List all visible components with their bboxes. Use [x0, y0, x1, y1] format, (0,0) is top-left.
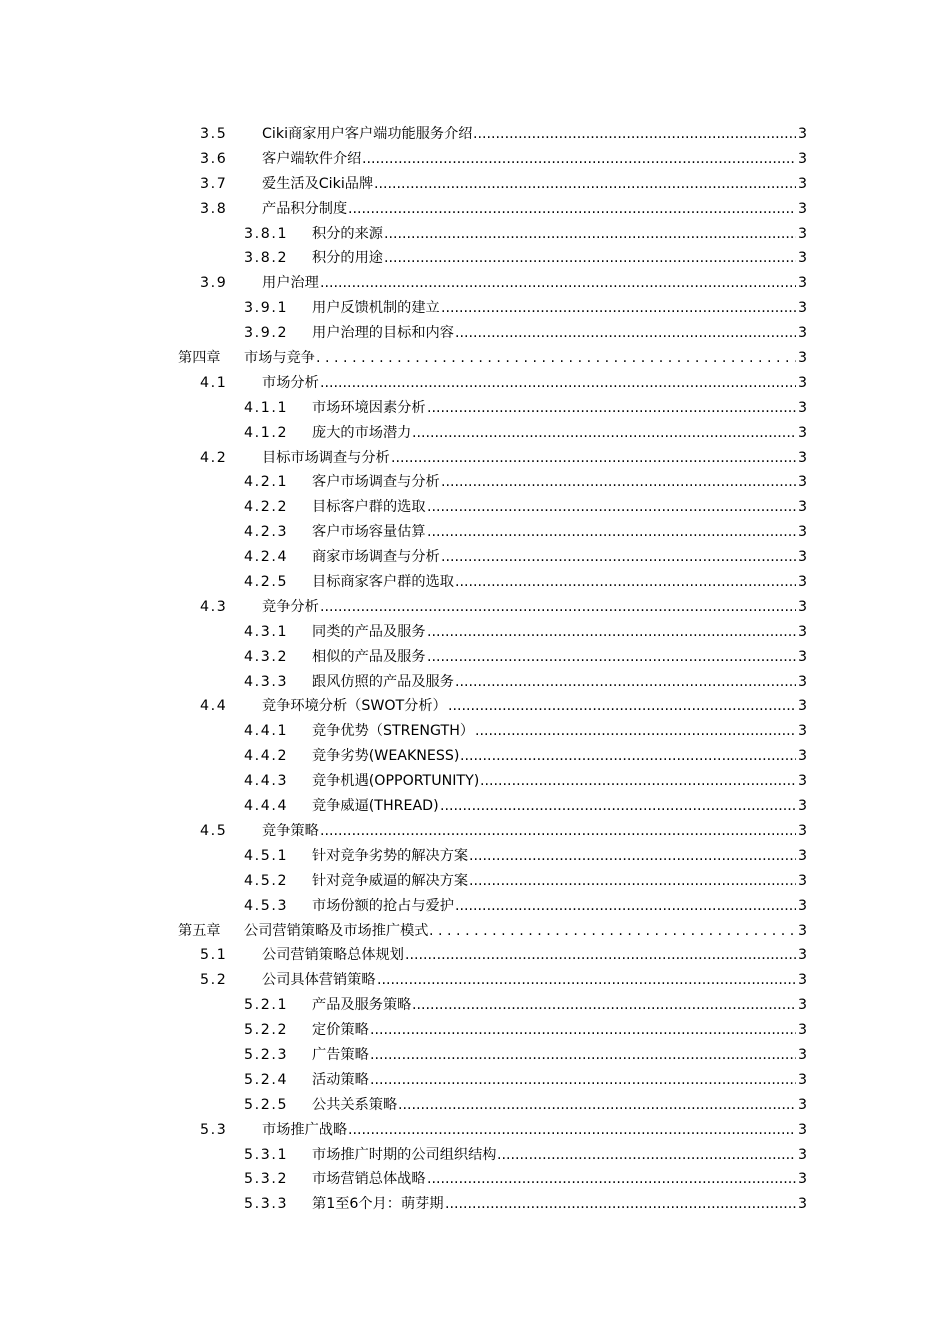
- toc-entry-title: 客户市场容量估算: [312, 524, 426, 541]
- toc-entry-number: 3.9.2: [244, 325, 289, 342]
- toc-entry-title: 相似的产品及服务: [312, 648, 426, 665]
- toc-entry-title: 用户反馈机制的建立: [312, 300, 440, 317]
- toc-entry-title: 活动策略: [312, 1071, 369, 1088]
- toc-entry-number: 4.1: [200, 374, 228, 391]
- toc-entry[interactable]: [0, 421, 950, 446]
- toc-dot-leader: [370, 1068, 796, 1093]
- toc-entry-number: 3.7: [200, 175, 228, 192]
- toc-page-number: 3: [797, 997, 807, 1014]
- toc-entry[interactable]: [0, 645, 950, 670]
- toc-dot-leader: [445, 1192, 796, 1217]
- toc-page-number: 3: [797, 1121, 807, 1138]
- toc-entry[interactable]: [0, 470, 950, 495]
- toc-entry-number: 4.5.2: [244, 872, 289, 889]
- toc-entry-number: 4.3.1: [244, 623, 289, 640]
- toc-entry-number: 4.4.4: [244, 798, 289, 815]
- toc-page-number: 3: [797, 399, 807, 416]
- toc-entry[interactable]: [0, 520, 950, 545]
- toc-entry-number: 3.6: [200, 150, 228, 167]
- toc-dot-leader: [427, 645, 796, 670]
- toc-entry-number: 4.4.3: [244, 773, 289, 790]
- toc-entry-title: 针对竞争威逼的解决方案: [312, 872, 469, 889]
- toc-page-number: 3: [797, 723, 807, 740]
- toc-entry-title: 定价策略: [312, 1022, 369, 1039]
- toc-dot-leader: [320, 271, 796, 296]
- toc-entry[interactable]: [0, 396, 950, 421]
- toc-page-number: 3: [797, 126, 807, 142]
- toc-dot-leader: [362, 147, 796, 172]
- toc-entry[interactable]: [0, 595, 950, 620]
- toc-entry-title: 公司具体营销策略: [262, 972, 376, 989]
- toc-page-number: 3: [797, 325, 807, 342]
- toc-dot-leader: [370, 1018, 796, 1043]
- toc-entry[interactable]: [0, 819, 950, 844]
- toc-dot-leader: [441, 545, 796, 570]
- toc-entry-number: 4.2.3: [244, 524, 289, 541]
- toc-entry-number: 4.4.2: [244, 748, 289, 765]
- toc-entry-number: 4.4: [200, 698, 228, 715]
- toc-entry[interactable]: [0, 1118, 950, 1143]
- toc-dot-leader: [374, 172, 796, 197]
- toc-dot-leader: [405, 943, 796, 968]
- toc-dot-leader: [455, 570, 796, 595]
- toc-entry[interactable]: [0, 570, 950, 595]
- toc-dot-leader: [348, 1118, 796, 1143]
- toc-entry[interactable]: [0, 271, 950, 296]
- toc-dot-leader: [320, 819, 796, 844]
- toc-entry-title: 用户治理: [262, 275, 319, 292]
- toc-dot-leader: [448, 694, 796, 719]
- toc-entry-title: 市场营销总体战略: [312, 1171, 426, 1188]
- toc-page-number: 3: [797, 922, 807, 939]
- toc-dot-leader: [320, 371, 796, 396]
- toc-dot-leader: [384, 246, 796, 271]
- toc-entry-number: 4.1.1: [244, 399, 289, 416]
- toc-dot-leader: [316, 346, 796, 371]
- toc-entry-title: 市场环境因素分析: [312, 399, 426, 416]
- toc-page-number: 3: [797, 673, 807, 690]
- toc-entry-number: 5.3: [200, 1121, 228, 1138]
- toc-entry-number: 第五章: [178, 922, 221, 939]
- toc-entry-number: 5.2.3: [244, 1046, 289, 1063]
- toc-entry-title: 客户端软件介绍: [262, 150, 362, 167]
- toc-page-number: 3: [797, 150, 807, 167]
- toc-entry-title: 跟风仿照的产品及服务: [312, 673, 454, 690]
- toc-entry-number: 3.9: [200, 275, 228, 292]
- toc-dot-leader: [391, 446, 796, 471]
- toc-entry-number: 4.4.1: [244, 723, 289, 740]
- toc-entry[interactable]: [0, 346, 950, 371]
- toc-dot-leader: [427, 396, 796, 421]
- toc-entry[interactable]: [0, 794, 950, 819]
- toc-entry-title: 公司营销策略及市场推广模式: [244, 922, 429, 939]
- toc-entry[interactable]: [0, 1018, 950, 1043]
- toc-page-number: 3: [797, 773, 807, 790]
- toc-entry-title: 产品及服务策略: [312, 997, 412, 1014]
- toc-entry[interactable]: [0, 246, 950, 271]
- toc-entry-title: Ciki商家用户客户端功能服务介绍: [262, 126, 473, 142]
- toc-entry-number: 5.1: [200, 947, 228, 964]
- toc-dot-leader: [473, 122, 796, 147]
- toc-dot-leader: [475, 719, 796, 744]
- toc-entry-title: 用户治理的目标和内容: [312, 325, 454, 342]
- toc-entry-title: 竞争分析: [262, 598, 319, 615]
- toc-entry[interactable]: [0, 371, 950, 396]
- toc-entry-number: 4.5: [200, 822, 228, 839]
- toc-entry-title: 竞争劣势(WEAKNESS): [312, 748, 460, 765]
- toc-entry-number: 3.8.2: [244, 250, 289, 267]
- toc-dot-leader: [384, 222, 796, 247]
- toc-entry[interactable]: [0, 122, 950, 147]
- toc-entry-number: 3.8: [200, 200, 228, 217]
- toc-entry[interactable]: [0, 1192, 950, 1217]
- toc-dot-leader: [427, 620, 796, 645]
- toc-page-number: 3: [797, 424, 807, 441]
- toc-page-number: 3: [797, 648, 807, 665]
- toc-page-number: 3: [797, 1046, 807, 1063]
- toc-page-number: 3: [797, 623, 807, 640]
- toc-entry[interactable]: [0, 968, 950, 993]
- toc-entry-title: 目标市场调查与分析: [262, 449, 390, 466]
- toc-entry-title: 竞争环境分析（SWOT分析）: [262, 698, 447, 715]
- toc-entry-number: 4.2: [200, 449, 228, 466]
- toc-page-number: 3: [797, 698, 807, 715]
- toc-dot-leader: [412, 421, 796, 446]
- toc-dot-leader: [497, 1143, 796, 1168]
- toc-dot-leader: [377, 968, 796, 993]
- toc-dot-leader: [441, 296, 796, 321]
- toc-entry-title: 竞争机遇(OPPORTUNITY): [312, 773, 480, 790]
- toc-page-number: 3: [797, 499, 807, 516]
- toc-page-number: 3: [797, 574, 807, 591]
- toc-dot-leader: [370, 1043, 796, 1068]
- toc-dot-leader: [320, 595, 796, 620]
- toc-entry-title: 商家市场调查与分析: [312, 549, 440, 566]
- toc-entry-title: 市场与竞争: [244, 350, 315, 367]
- toc-page-number: 3: [797, 1096, 807, 1113]
- toc-page-number: 3: [797, 374, 807, 391]
- toc-entry-title: 市场推广战略: [262, 1121, 348, 1138]
- toc-dot-leader: [427, 495, 796, 520]
- toc-entry-title: 市场份额的抢占与爱护: [312, 897, 454, 914]
- toc-entry-number: 4.3.3: [244, 673, 289, 690]
- toc-entry-number: 4.5.3: [244, 897, 289, 914]
- toc-entry-title: 同类的产品及服务: [312, 623, 426, 640]
- toc-entry-number: 5.3.2: [244, 1171, 289, 1188]
- toc-entry[interactable]: [0, 1043, 950, 1068]
- toc-entry[interactable]: [0, 296, 950, 321]
- toc-dot-leader: [348, 197, 796, 222]
- toc-entry-number: 4.5.1: [244, 847, 289, 864]
- toc-entry[interactable]: [0, 844, 950, 869]
- toc-dot-leader: [455, 670, 796, 695]
- toc-page-number: 3: [797, 1171, 807, 1188]
- toc-entry-title: 针对竞争劣势的解决方案: [312, 847, 469, 864]
- toc-entry[interactable]: [0, 172, 950, 197]
- toc-page-number: 3: [797, 897, 807, 914]
- toc-entry-number: 4.1.2: [244, 424, 289, 441]
- toc-page-number: 3: [797, 200, 807, 217]
- toc-entry-number: 5.2.4: [244, 1071, 289, 1088]
- toc-entry-number: 3.9.1: [244, 300, 289, 317]
- toc-entry-number: 4.2.1: [244, 474, 289, 491]
- toc-entry-number: 第四章: [178, 350, 221, 367]
- toc-page-number: 3: [797, 300, 807, 317]
- toc-page-number: 3: [797, 598, 807, 615]
- toc-page-number: 3: [797, 972, 807, 989]
- toc-dot-leader: [480, 769, 796, 794]
- toc-entry[interactable]: [0, 744, 950, 769]
- toc-entry[interactable]: [0, 446, 950, 471]
- toc-entry[interactable]: [0, 694, 950, 719]
- toc-entry[interactable]: [0, 620, 950, 645]
- toc-page-number: 3: [797, 748, 807, 765]
- toc-entry-title: 积分的来源: [312, 225, 383, 242]
- toc-entry-title: 竞争威逼(THREAD): [312, 798, 439, 815]
- toc-entry-number: 5.3.3: [244, 1196, 289, 1213]
- toc-entry-number: 4.3: [200, 598, 228, 615]
- toc-entry[interactable]: [0, 222, 950, 247]
- toc-page-number: 3: [797, 449, 807, 466]
- toc-page-number: 3: [797, 350, 807, 367]
- toc-dot-leader: [455, 894, 796, 919]
- toc-page-number: 3: [797, 175, 807, 192]
- toc-entry-number: 5.2.5: [244, 1096, 289, 1113]
- toc-dot-leader: [412, 993, 796, 1018]
- toc-entry[interactable]: [0, 1167, 950, 1192]
- toc-entry-title: 产品积分制度: [262, 200, 348, 217]
- toc-dot-leader: [460, 744, 796, 769]
- toc-entry-title: 市场推广时期的公司组织结构: [312, 1146, 497, 1163]
- toc-page-number: 3: [797, 822, 807, 839]
- toc-page-number: 3: [797, 1071, 807, 1088]
- toc-entry[interactable]: [0, 1143, 950, 1168]
- toc-entry-number: 3.8.1: [244, 225, 289, 242]
- toc-entry[interactable]: [0, 943, 950, 968]
- toc-page-number: 3: [797, 872, 807, 889]
- toc-entry[interactable]: [0, 321, 950, 346]
- toc-page-number: 3: [797, 474, 807, 491]
- toc-entry-title: 目标商家客户群的选取: [312, 574, 454, 591]
- toc-entry-title: 积分的用途: [312, 250, 383, 267]
- toc-entry-title: 第1至6个月：萌芽期: [312, 1196, 444, 1213]
- toc-entry[interactable]: [0, 919, 950, 944]
- toc-entry[interactable]: [0, 769, 950, 794]
- toc-entry-title: 目标客户群的选取: [312, 499, 426, 516]
- toc-page-number: 3: [797, 1146, 807, 1163]
- table-of-contents: [0, 122, 950, 1217]
- toc-entry[interactable]: [0, 197, 950, 222]
- toc-entry-number: 4.2.4: [244, 549, 289, 566]
- toc-entry-title: 客户市场调查与分析: [312, 474, 440, 491]
- toc-dot-leader: [398, 1093, 796, 1118]
- toc-entry-title: 广告策略: [312, 1046, 369, 1063]
- toc-entry-title: 竞争优势（STRENGTH）: [312, 723, 475, 740]
- toc-page-number: 3: [797, 549, 807, 566]
- toc-dot-leader: [440, 794, 796, 819]
- toc-entry-number: 5.3.1: [244, 1146, 289, 1163]
- toc-entry-number: 5.2.2: [244, 1022, 289, 1039]
- toc-page-number: 3: [797, 275, 807, 292]
- toc-entry[interactable]: [0, 894, 950, 919]
- toc-entry[interactable]: [0, 1093, 950, 1118]
- toc-entry-title: 爱生活及Ciki品牌: [262, 175, 374, 192]
- toc-dot-leader: [469, 844, 796, 869]
- toc-dot-leader: [427, 1167, 796, 1192]
- toc-entry-title: 庞大的市场潜力: [312, 424, 412, 441]
- toc-entry-number: 4.2.5: [244, 574, 289, 591]
- toc-dot-leader: [429, 919, 796, 944]
- toc-entry[interactable]: [0, 147, 950, 172]
- toc-entry[interactable]: [0, 545, 950, 570]
- toc-entry[interactable]: [0, 1068, 950, 1093]
- toc-page-number: 3: [797, 847, 807, 864]
- toc-entry-title: 公司营销策略总体规划: [262, 947, 404, 964]
- toc-entry-number: 4.2.2: [244, 499, 289, 516]
- toc-dot-leader: [455, 321, 796, 346]
- toc-entry[interactable]: [0, 670, 950, 695]
- toc-page-number: 3: [797, 524, 807, 541]
- toc-dot-leader: [441, 470, 796, 495]
- toc-entry[interactable]: [0, 869, 950, 894]
- toc-entry-number: 3.5: [200, 126, 228, 142]
- toc-page-number: 3: [797, 798, 807, 815]
- toc-entry[interactable]: [0, 993, 950, 1018]
- toc-entry[interactable]: [0, 495, 950, 520]
- toc-entry-number: 4.3.2: [244, 648, 289, 665]
- toc-entry-title: 竞争策略: [262, 822, 319, 839]
- toc-dot-leader: [427, 520, 796, 545]
- toc-entry-number: 5.2.1: [244, 997, 289, 1014]
- toc-page-number: 3: [797, 250, 807, 267]
- toc-page-number: 3: [797, 1022, 807, 1039]
- toc-dot-leader: [469, 869, 796, 894]
- toc-page-number: 3: [797, 947, 807, 964]
- toc-page-number: 3: [797, 225, 807, 242]
- toc-entry[interactable]: [0, 719, 950, 744]
- toc-entry-number: 5.2: [200, 972, 228, 989]
- toc-page-number: 3: [797, 1196, 807, 1213]
- toc-entry-title: 公共关系策略: [312, 1096, 398, 1113]
- toc-entry-title: 市场分析: [262, 374, 319, 391]
